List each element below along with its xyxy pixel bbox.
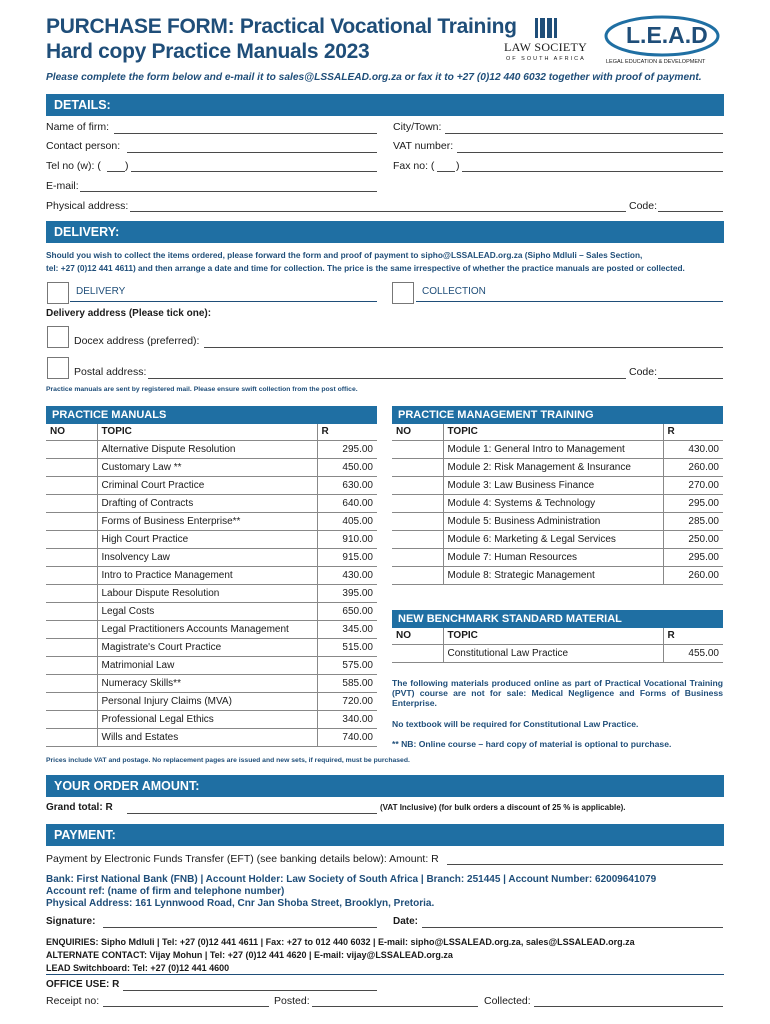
table-header-row <box>392 628 723 644</box>
topic-cell: Module 3: Law Business Finance <box>443 476 663 494</box>
postal-field[interactable] <box>148 378 626 379</box>
practice-manuals-heading: PRACTICE MANUALS <box>46 406 377 424</box>
quantity-cell[interactable] <box>46 638 97 656</box>
price-cell: 630.00 <box>317 476 377 494</box>
practice-management-heading: PRACTICE MANAGEMENT TRAINING <box>392 406 723 424</box>
lssa-logo-sub: OF SOUTH AFRICA <box>506 56 586 62</box>
physical-address-label: Physical address: <box>46 200 129 212</box>
delivery-info-line-1: Should you wish to collect the items ordered, please forward the form and proof of payment to sipho@LSSALEAD.org.za (Sipho Mdluli – Sales Section, <box>46 250 643 260</box>
topic-cell: Criminal Court Practice <box>97 476 317 494</box>
table-row <box>392 458 723 476</box>
table-row <box>46 656 377 674</box>
price-cell: 915.00 <box>317 548 377 566</box>
collection-option-underline <box>416 301 723 302</box>
table-row <box>46 458 377 476</box>
bank-details-line-3: Physical Address: 161 Lynnwood Road, Cnr Jan Shoba Street, Brooklyn, Pretoria. <box>46 898 435 909</box>
topic-cell: Intro to Practice Management <box>97 566 317 584</box>
table-row <box>392 476 723 494</box>
name-of-firm-field[interactable] <box>114 133 377 134</box>
price-cell: 450.00 <box>317 458 377 476</box>
table-header-row <box>392 424 723 440</box>
enquiries-line-2: ALTERNATE CONTACT: Vijay Mohun | Tel: +27 (0)12 441 4620 | E-mail: vijay@LSSALEAD.org.za <box>46 950 453 960</box>
enquiries-line-3: LEAD Switchboard: Tel: +27 (0)12 441 4600 <box>46 963 230 973</box>
topic-cell: High Court Practice <box>97 530 317 548</box>
physical-code-label: Code: <box>629 200 658 212</box>
price-cell: 340.00 <box>317 710 377 728</box>
date-field[interactable] <box>422 927 723 928</box>
price-cell: 260.00 <box>663 566 723 584</box>
city-town-label: City/Town: <box>393 121 442 133</box>
topic-cell: Alternative Dispute Resolution <box>97 440 317 458</box>
table-row <box>46 728 377 746</box>
intro-text: Please complete the form below and e-mail it to sales@LSSALEAD.org.za or fax it to +27 (0)12 440 6032 together with proof of payment. <box>46 72 702 83</box>
lssa-logo <box>500 16 596 64</box>
title-line-1: PURCHASE FORM: Practical Vocational Training <box>46 15 517 38</box>
topic-cell: Legal Costs <box>97 602 317 620</box>
office-use-field[interactable] <box>123 990 377 991</box>
lead-logo-name: L.E.A.D <box>626 22 708 48</box>
price-cell: 260.00 <box>663 458 723 476</box>
fax-number-field[interactable] <box>462 171 723 172</box>
name-of-firm-label: Name of firm: <box>46 121 110 133</box>
topic-cell: Labour Dispute Resolution <box>97 584 317 602</box>
price-cell: 575.00 <box>317 656 377 674</box>
quantity-cell[interactable] <box>46 476 97 494</box>
topic-cell: Constitutional Law Practice <box>443 644 663 662</box>
benchmark-note-textbook: No textbook will be required for Constitutional Law Practice. <box>392 719 639 729</box>
quantity-cell[interactable] <box>46 512 97 530</box>
benchmark-note-online: ** NB: Online course – hard copy of material is optional to purchase. <box>392 739 672 749</box>
tel-label: Tel no (w): ( <box>46 160 101 172</box>
table-row <box>46 620 377 638</box>
price-cell: 455.00 <box>663 644 723 662</box>
delivery-info-line-2: tel: +27 (0)12 441 4611) and then arrange a date and time for collection. The price is the same irrespective of whether the practice manuals are posted or collected. <box>46 263 685 273</box>
fax-area-code-field[interactable] <box>437 171 455 172</box>
quantity-cell[interactable] <box>46 692 97 710</box>
price-cell: 345.00 <box>317 620 377 638</box>
price-cell: 250.00 <box>663 530 723 548</box>
table-row <box>46 512 377 530</box>
fax-label: Fax no: ( <box>393 160 435 172</box>
price-cell: 640.00 <box>317 494 377 512</box>
topic-cell: Personal Injury Claims (MVA) <box>97 692 317 710</box>
topic-cell: Numeracy Skills** <box>97 674 317 692</box>
table-row <box>392 440 723 458</box>
topic-cell: Wills and Estates <box>97 728 317 746</box>
grand-total-label: Grand total: R <box>46 802 113 813</box>
table-row <box>46 692 377 710</box>
postal-code-field[interactable] <box>658 378 723 379</box>
quantity-cell[interactable] <box>392 494 443 512</box>
table-row <box>46 584 377 602</box>
collection-checkbox[interactable] <box>392 282 414 304</box>
price-cell: 585.00 <box>317 674 377 692</box>
col-no-header: NO <box>46 424 97 440</box>
table-row <box>46 566 377 584</box>
benchmark-table <box>392 628 723 663</box>
quantity-cell[interactable] <box>46 440 97 458</box>
table-row <box>46 476 377 494</box>
topic-cell: Magistrate's Court Practice <box>97 638 317 656</box>
delivery-heading: DELIVERY: <box>46 221 724 243</box>
price-cell: 295.00 <box>663 494 723 512</box>
table-row <box>46 674 377 692</box>
price-cell: 405.00 <box>317 512 377 530</box>
topic-cell: Module 2: Risk Management & Insurance <box>443 458 663 476</box>
quantity-cell[interactable] <box>46 566 97 584</box>
lead-logo-sub: LEGAL EDUCATION & DEVELOPMENT <box>606 59 706 65</box>
lead-logo <box>602 14 722 68</box>
table-row <box>392 644 723 662</box>
topic-cell: Customary Law ** <box>97 458 317 476</box>
receipt-field[interactable] <box>103 1006 269 1007</box>
quantity-cell[interactable] <box>46 728 97 746</box>
delivery-option-underline <box>70 301 377 302</box>
office-use-label: OFFICE USE: R <box>46 979 120 990</box>
table-row <box>392 494 723 512</box>
postal-code-label: Code: <box>629 366 658 378</box>
docex-label: Docex address (preferred): <box>74 335 200 347</box>
topic-cell: Drafting of Contracts <box>97 494 317 512</box>
contact-person-field[interactable] <box>127 152 377 153</box>
collected-field[interactable] <box>534 1006 723 1007</box>
topic-cell: Matrimonial Law <box>97 656 317 674</box>
benchmark-note-not-for-sale: The following materials produced online as part of Practical Vocational Training (PVT) course are not for sale: Medical Negligence and Forms of Business Enterprise. <box>392 678 723 708</box>
table-row <box>392 566 723 584</box>
date-label: Date: <box>393 916 419 927</box>
price-cell: 285.00 <box>663 512 723 530</box>
quantity-cell[interactable] <box>392 566 443 584</box>
topic-cell: Insolvency Law <box>97 548 317 566</box>
prices-note: Prices include VAT and postage. No replacement pages are issued and new sets, if required, must be purchased. <box>46 757 410 764</box>
vat-discount-note: (VAT Inclusive) (for bulk orders a discount of 25 % is applicable). <box>380 803 626 812</box>
col-r-header: R <box>317 424 377 440</box>
price-cell: 515.00 <box>317 638 377 656</box>
price-cell: 650.00 <box>317 602 377 620</box>
quantity-cell[interactable] <box>46 710 97 728</box>
eft-amount-field[interactable] <box>447 864 723 865</box>
topic-cell: Module 8: Strategic Management <box>443 566 663 584</box>
col-r-header: R <box>663 424 723 440</box>
price-cell: 270.00 <box>663 476 723 494</box>
quantity-cell[interactable] <box>392 644 443 662</box>
table-row <box>46 548 377 566</box>
quantity-cell[interactable] <box>46 602 97 620</box>
practice-management-table <box>392 424 723 585</box>
quantity-cell[interactable] <box>46 620 97 638</box>
email-label: E-mail: <box>46 180 79 192</box>
postal-checkbox[interactable] <box>47 357 69 379</box>
topic-cell: Module 5: Business Administration <box>443 512 663 530</box>
quantity-cell[interactable] <box>46 458 97 476</box>
grand-total-field[interactable] <box>127 813 377 814</box>
tel-close-paren: ) <box>125 160 129 172</box>
col-topic-header: TOPIC <box>97 424 317 440</box>
receipt-label: Receipt no: <box>46 995 100 1007</box>
quantity-cell[interactable] <box>46 494 97 512</box>
signature-label: Signature: <box>46 916 96 927</box>
price-cell: 720.00 <box>317 692 377 710</box>
topic-cell: Professional Legal Ethics <box>97 710 317 728</box>
quantity-cell[interactable] <box>46 674 97 692</box>
table-row <box>46 530 377 548</box>
table-row <box>46 494 377 512</box>
quantity-cell[interactable] <box>392 530 443 548</box>
tel-area-code-field[interactable] <box>107 171 125 172</box>
posted-label: Posted: <box>274 995 310 1007</box>
lssa-logo-name: LAW SOCIETY <box>504 40 588 54</box>
practice-manuals-table <box>46 424 377 747</box>
delivery-option-label: DELIVERY <box>76 286 126 297</box>
table-row <box>46 638 377 656</box>
price-cell: 295.00 <box>663 548 723 566</box>
table-row <box>392 530 723 548</box>
quantity-cell[interactable] <box>46 548 97 566</box>
physical-address-field[interactable] <box>130 211 626 212</box>
signature-field[interactable] <box>103 927 377 928</box>
topic-cell: Module 4: Systems & Technology <box>443 494 663 512</box>
vat-number-label: VAT number: <box>393 140 454 152</box>
email-field[interactable] <box>80 191 377 192</box>
table-row <box>46 602 377 620</box>
details-heading: DETAILS: <box>46 94 724 116</box>
quantity-cell[interactable] <box>392 458 443 476</box>
table-row <box>392 548 723 566</box>
postal-label: Postal address: <box>74 366 147 378</box>
page-title <box>46 14 517 64</box>
delivery-address-heading: Delivery address (Please tick one): <box>46 308 212 319</box>
col-no-header: NO <box>392 628 443 644</box>
docex-field[interactable] <box>204 347 723 348</box>
posted-field[interactable] <box>312 1006 478 1007</box>
bank-details-line-1: Bank: First National Bank (FNB) | Account Holder: Law Society of South Africa | Branch: 251445 | Account Number: 62009641079 <box>46 874 657 885</box>
topic-cell: Forms of Business Enterprise** <box>97 512 317 530</box>
price-cell: 430.00 <box>317 566 377 584</box>
fax-close-paren: ) <box>456 160 460 172</box>
collected-label: Collected: <box>484 995 531 1007</box>
col-r-header: R <box>663 628 723 644</box>
physical-code-field[interactable] <box>658 211 723 212</box>
eft-amount-label: Payment by Electronic Funds Transfer (EFT) (see banking details below): Amount: R <box>46 853 439 865</box>
price-cell: 740.00 <box>317 728 377 746</box>
enquiries-line-1: ENQUIRIES: Sipho Mdluli | Tel: +27 (0)12 441 4611 | Fax: +27 to 012 440 6032 | E-mail: sipho@LSSALEAD.org.za, sales@LSSALEAD.org.za <box>46 937 635 947</box>
order-amount-heading: YOUR ORDER AMOUNT: <box>46 775 724 797</box>
registered-mail-note: Practice manuals are sent by registered mail. Please ensure swift collection from the post office. <box>46 386 358 393</box>
delivery-checkbox[interactable] <box>47 282 69 304</box>
payment-heading: PAYMENT: <box>46 824 724 846</box>
vat-number-field[interactable] <box>457 152 723 153</box>
table-row <box>46 440 377 458</box>
topic-cell: Module 6: Marketing & Legal Services <box>443 530 663 548</box>
quantity-cell[interactable] <box>46 584 97 602</box>
price-cell: 395.00 <box>317 584 377 602</box>
quantity-cell[interactable] <box>392 476 443 494</box>
contact-person-label: Contact person: <box>46 140 121 152</box>
bank-details-line-2: Account ref: (name of firm and telephone number) <box>46 886 285 897</box>
table-row <box>392 512 723 530</box>
title-line-2: Hard copy Practice Manuals 2023 <box>46 40 370 63</box>
office-divider <box>46 974 724 975</box>
quantity-cell[interactable] <box>392 548 443 566</box>
tel-number-field[interactable] <box>131 171 377 172</box>
topic-cell: Module 7: Human Resources <box>443 548 663 566</box>
col-no-header: NO <box>392 424 443 440</box>
col-topic-header: TOPIC <box>443 424 663 440</box>
docex-checkbox[interactable] <box>47 326 69 348</box>
price-cell: 295.00 <box>317 440 377 458</box>
table-header-row <box>46 424 377 440</box>
price-cell: 910.00 <box>317 530 377 548</box>
quantity-cell[interactable] <box>392 440 443 458</box>
quantity-cell[interactable] <box>46 530 97 548</box>
topic-cell: Module 1: General Intro to Management <box>443 440 663 458</box>
topic-cell: Legal Practitioners Accounts Management <box>97 620 317 638</box>
city-town-field[interactable] <box>445 133 723 134</box>
price-cell: 430.00 <box>663 440 723 458</box>
quantity-cell[interactable] <box>392 512 443 530</box>
col-topic-header: TOPIC <box>443 628 663 644</box>
collection-option-label: COLLECTION <box>422 286 486 297</box>
table-row <box>46 710 377 728</box>
benchmark-heading: NEW BENCHMARK STANDARD MATERIAL <box>392 610 723 628</box>
quantity-cell[interactable] <box>46 656 97 674</box>
